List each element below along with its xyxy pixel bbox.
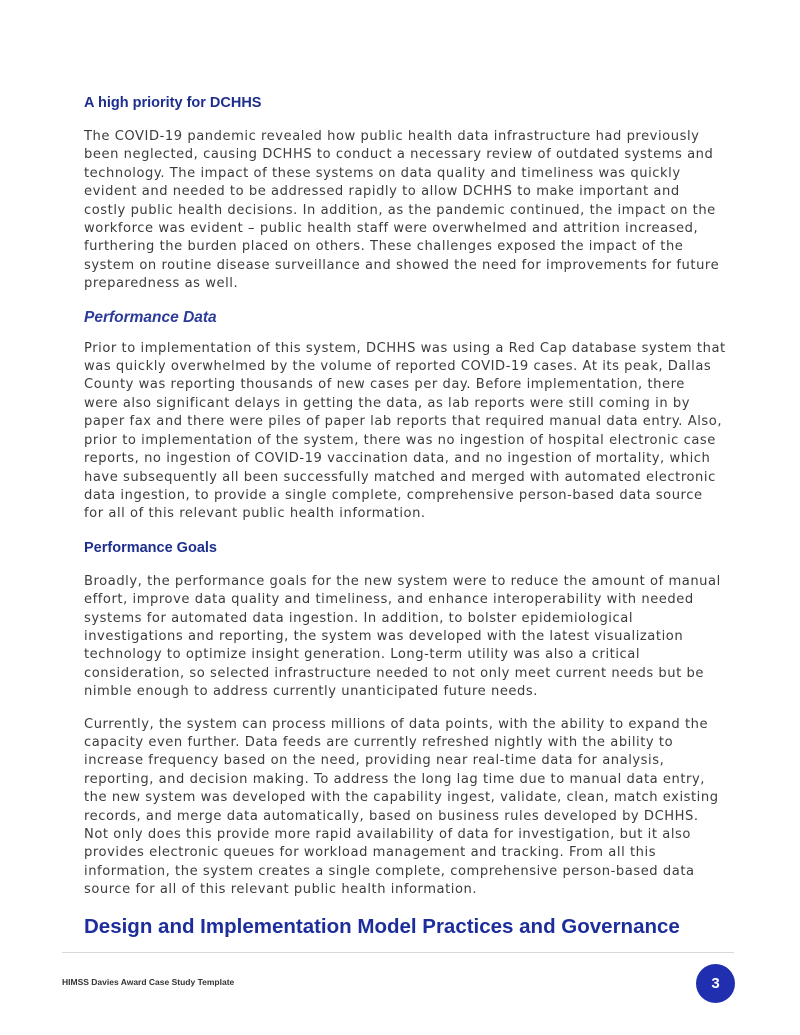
text-line: source for all of this relevant public health information.	[84, 882, 478, 898]
text-line: capacity even further. Data feeds are currently refreshed nightly with the ability to	[84, 734, 674, 750]
text-line: systems for automated data ingestion. In addition, to bolster epidemiological	[84, 610, 634, 626]
text-line: Prior to implementation of this system, DCHHS was using a Red Cap database system that	[84, 340, 726, 356]
performance-data-heading: Performance Data	[84, 308, 217, 326]
text-line: for all of this relevant public health information.	[84, 506, 426, 522]
text-line: have subsequently all been successfully matched and merged with automated electronic	[84, 469, 716, 485]
design-section-title: Design and Implementation Model Practices and Governance	[84, 914, 680, 938]
text-line: records, and merge data automatically, based on business rules developed by DCHHS.	[84, 808, 699, 824]
text-line: Not only does this provide more rapid availability of data for investigation, but it also	[84, 827, 691, 842]
performance-goals-paragraph-1	[84, 573, 721, 702]
text-line: were also significant delays in getting the data, as lab reports were still coming in by	[84, 395, 691, 411]
text-line: technology to optimize insight generation. Long-term utility was also a critical	[84, 647, 641, 663]
text-line: been neglected, causing DCHHS to conduct a necessary review of outdated systems and	[84, 147, 714, 163]
text-line: consideration, so selected infrastructure needed to not only meet current needs but be	[84, 665, 704, 681]
text-line: evident and needed to be addressed rapidly to allow DCHHS to make important and	[84, 184, 680, 200]
priority-paragraph	[84, 128, 720, 294]
text-line: reports, no ingestion of COVID-19 vaccination data, and no ingestion of mortality, which	[84, 451, 711, 467]
text-line: reporting, and decision making. To address the long lag time due to manual data entry,	[84, 771, 705, 787]
footer-template-label: HIMSS Davies Award Case Study Template	[62, 977, 235, 987]
text-line: system on routine disease surveillance and showed the need for improvements for future	[84, 257, 720, 273]
page-content	[84, 93, 726, 940]
text-line: provides electronic queues for workload management and tracking. From all this	[84, 845, 657, 861]
performance-goals-paragraph-2	[84, 716, 719, 900]
text-line: nimble enough to address currently unanticipated future needs.	[84, 684, 538, 700]
text-line: data ingestion, to provide a single complete, comprehensive person-based data source	[84, 487, 703, 503]
footer-divider	[62, 952, 734, 953]
text-line: was quickly overwhelmed by the volume of reported COVID-19 cases. At its peak, Dallas	[84, 359, 712, 375]
text-line: technology. The impact of these systems on data quality and timeliness was quickly	[84, 165, 681, 181]
performance-goals-heading: Performance Goals	[84, 539, 217, 556]
text-line: The COVID-19 pandemic revealed how public health data infrastructure had previously	[84, 129, 700, 144]
text-line: increase frequency based on the need, providing near real-time data for analysis,	[84, 753, 665, 769]
text-line: Broadly, the performance goals for the new system were to reduce the amount of manual	[84, 573, 721, 589]
text-line: investigations and reporting, the system was developed with the latest visualization	[84, 628, 684, 644]
text-line: the new system was developed with the capability ingest, validate, clean, match existing	[84, 790, 719, 806]
text-line: preparedness as well.	[84, 276, 239, 292]
text-line: costly public health decisions. In addition, as the pandemic continued, the impact on the	[84, 202, 716, 218]
page-number-badge: 3	[696, 964, 735, 1003]
text-line: information, the system creates a single complete, comprehensive person-based data	[84, 863, 695, 879]
text-line: Currently, the system can process millions of data points, with the ability to expand the	[84, 716, 709, 732]
text-line: County was reporting thousands of new cases per day. Before implementation, there	[84, 377, 685, 393]
text-line: paper fax and there were piles of paper lab reports that required manual data entry. Also,	[84, 414, 723, 430]
text-line: effort, improve data quality and timeliness, and enhance interoperability with needed	[84, 592, 694, 608]
text-line: furthering the burden placed on others. These challenges exposed the impact of the	[84, 239, 684, 255]
text-line: prior to implementation of the system, there was no ingestion of hospital electronic case	[84, 432, 716, 448]
performance-data-paragraph	[84, 340, 726, 524]
text-line: workforce was evident – public health staff were overwhelmed and attrition increased,	[84, 221, 699, 237]
priority-heading: A high priority for DCHHS	[84, 95, 262, 111]
